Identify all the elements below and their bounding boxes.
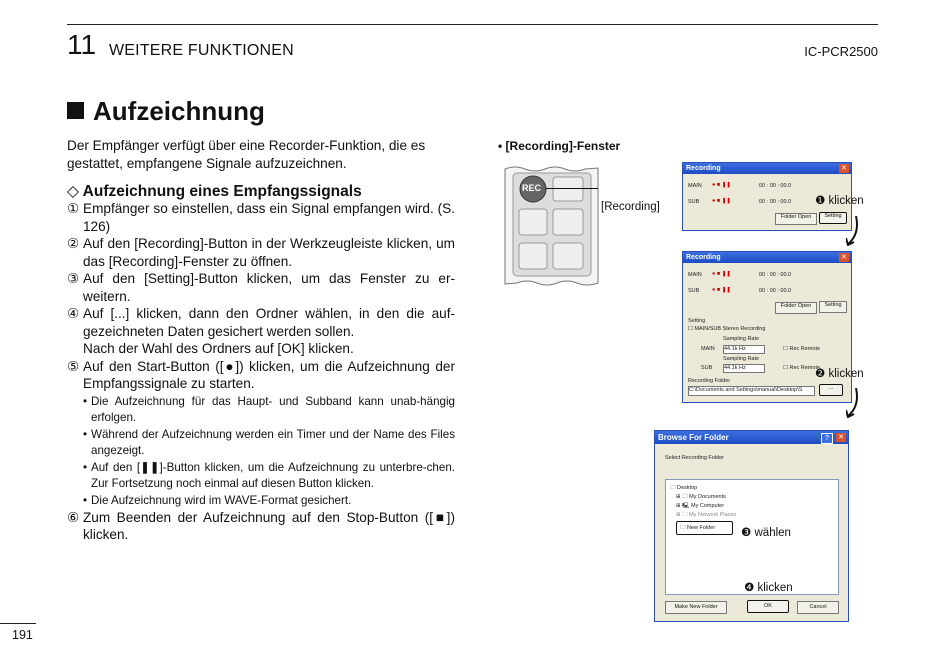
dialog-prompt: Select Recording Folder — [665, 455, 725, 461]
stereo-checkbox[interactable]: ☐ MAIN/SUB Stereo Recording — [688, 326, 766, 332]
subsection-title: ◇ Aufzeichnung eines Empfangssignals — [67, 183, 362, 200]
main-label: MAIN — [701, 346, 715, 352]
square-bullet-icon — [67, 102, 84, 119]
sub-label: SUB — [701, 365, 713, 371]
main-label: MAIN — [688, 183, 702, 189]
tree-item[interactable]: ⊞ 🗀 My Network Places — [676, 512, 737, 518]
sampling-rate-label: Sampling Rate — [723, 356, 760, 362]
chapter-number: 11 — [67, 29, 97, 60]
rec-remote-checkbox[interactable]: ☐ Rec Remote — [783, 365, 821, 371]
cancel-button[interactable]: Cancel — [797, 601, 839, 614]
window-title: Recording — [683, 252, 851, 263]
page-number: 191 — [12, 628, 33, 642]
sub-label: SUB — [688, 288, 700, 294]
step-5: ⑤ Auf den Start-Button ([●]) klicken, um die Aufzeichnung der Empfangssignale zu starten. — [67, 358, 455, 391]
record-icon[interactable]: ● ■ ❚❚ — [712, 271, 731, 277]
arrow-icon — [846, 388, 860, 418]
tree-item[interactable]: ⊞ 🖳 My Computer — [676, 503, 725, 509]
leader-line — [546, 188, 598, 189]
figure-caption: • [Recording]-Fenster — [498, 139, 621, 153]
section-title-text: Aufzeichnung — [93, 96, 265, 126]
timer: 00 : 00 : 00.0 — [759, 272, 792, 278]
rate-select[interactable]: 44.1k Hz — [723, 345, 765, 354]
recording-window-2 — [682, 251, 852, 403]
callout-2: ❷ klicken — [815, 368, 864, 380]
model-name: IC-PCR2500 — [804, 44, 878, 59]
footer-rule — [0, 623, 36, 624]
tree-item[interactable]: 🗀 Desktop — [670, 485, 698, 491]
record-icon[interactable]: ● ■ ❚❚ — [712, 182, 731, 188]
close-icon[interactable]: ✕ — [839, 253, 849, 262]
step-6: ⑥ Zum Beenden der Aufzeichnung auf den Stop-Button ([■]) klicken. — [67, 509, 455, 542]
bullet-item: • Auf den [❚❚]-Button klicken, um die Aufzeichnung zu unterbre-chen. Zur Fortsetzung noch einmal auf diesen Button klicken. — [83, 460, 455, 490]
recording-folder-label: Recording Folder — [688, 378, 731, 384]
folder-open-button[interactable]: Folder Open — [775, 302, 817, 314]
new-folder-item[interactable]: 🗀 New Folder — [676, 521, 733, 535]
callout-3: ❸ wählen — [741, 527, 791, 539]
timer: 00 : 00 : 00.0 — [759, 288, 792, 294]
step-3: ③ Auf den [Setting]-Button klicken, um das Fenster zu er-weitern. — [67, 271, 455, 304]
bullet-item: • Die Aufzeichnung für das Haupt- und Subband kann unab-hängig erfolgen. — [83, 394, 455, 424]
folder-path-field[interactable]: C:\Documents and Settings\manual\Desktop\S — [688, 386, 815, 396]
browse-button[interactable]: ... — [819, 384, 843, 396]
step-4-extra: Nach der Wahl des Ordners auf [OK] klicken. — [83, 341, 354, 356]
sampling-rate-label: Sampling Rate — [723, 336, 760, 342]
bullet-item: • Während der Aufzeichnung werden ein Timer und der Name des Files angezeigt. — [83, 427, 455, 457]
steps-list — [67, 200, 455, 544]
rec-remote-checkbox[interactable]: ☐ Rec Remote — [783, 346, 821, 352]
toolbar-illustration — [503, 163, 600, 290]
make-new-folder-button[interactable]: Make New Folder — [665, 601, 727, 614]
folder-open-button[interactable]: Folder Open — [775, 213, 817, 225]
dialog-title: Browse For Folder — [655, 431, 848, 444]
intro-paragraph: Der Empfänger verfügt über eine Recorder-Funktion, die es gestattet, empfangene Signale aufzuzeichnen. — [67, 138, 426, 171]
record-icon[interactable]: ● ■ ❚❚ — [712, 198, 731, 204]
record-icon[interactable]: ● ■ ❚❚ — [712, 287, 731, 293]
setting-group-label: Setting — [688, 318, 706, 324]
close-icon[interactable]: ✕ — [836, 433, 846, 442]
arrow-icon — [846, 216, 860, 246]
setting-button[interactable]: Setting — [819, 212, 847, 224]
window-title: Recording — [683, 163, 851, 174]
callout-1: ❶ klicken — [815, 195, 864, 207]
help-icon[interactable]: ? — [821, 433, 833, 444]
bullet-item: • Die Aufzeichnung wird im WAVE-Format gesichert. — [83, 493, 352, 507]
header-rule — [67, 24, 878, 25]
step-4: ④ Auf [...] klicken, dann den Ordner wählen, in den die auf-gezeichneten Daten gesichert werden sollen. Nach der Wahl des Ordners auf [OK] klicken. — [67, 306, 455, 356]
main-label: MAIN — [688, 272, 702, 278]
chapter-title: WEITERE FUNKTIONEN — [109, 42, 294, 59]
step-2: ② Auf den [Recording]-Button in der Werkzeugleiste klicken, um das [Recording]-Fenster zu öffnen. — [67, 236, 455, 269]
ok-button[interactable]: OK — [747, 600, 789, 613]
timer: 00 : 00 : 00.0 — [759, 199, 792, 205]
recording-label: [Recording] — [601, 201, 660, 213]
rate-select[interactable]: 44.1k Hz — [723, 364, 765, 373]
step-1: ① Empfänger so einstellen, dass ein Signal empfangen wird. (S. 126) — [67, 201, 455, 234]
setting-button[interactable]: Setting — [819, 301, 847, 313]
rec-icon[interactable]: REC — [522, 183, 542, 193]
callout-4: ❹ klicken — [744, 582, 793, 594]
section-title — [67, 96, 265, 127]
timer: 00 : 00 : 00.0 — [759, 183, 792, 189]
close-icon[interactable]: ✕ — [839, 164, 849, 173]
tree-item[interactable]: ⊞ 🗀 My Documents — [676, 494, 726, 500]
sub-label: SUB — [688, 199, 700, 205]
